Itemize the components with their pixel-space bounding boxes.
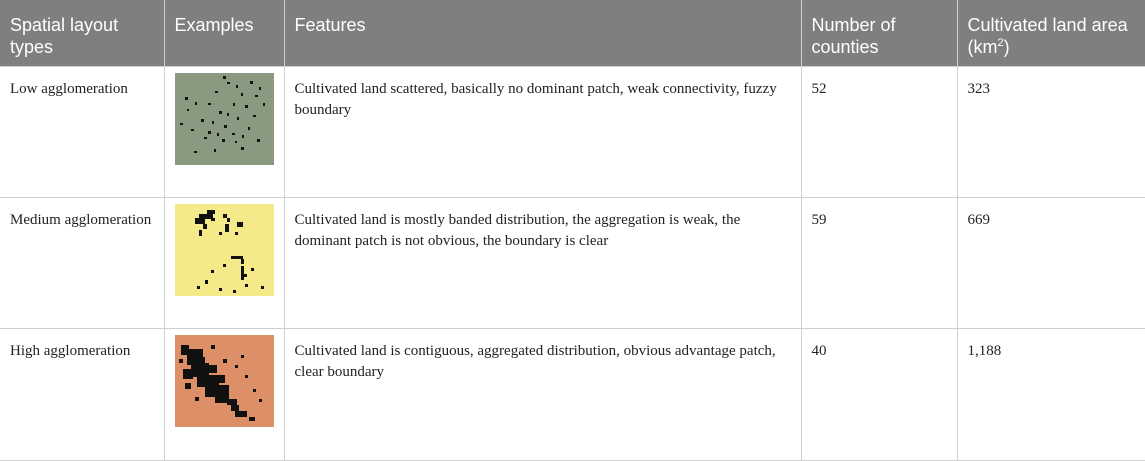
table-row xyxy=(0,198,1145,329)
header-number-of-counties: Number of counties xyxy=(801,0,957,67)
example-cell xyxy=(164,67,284,198)
header-examples: Examples xyxy=(164,0,284,67)
header-features: Features xyxy=(284,0,801,67)
features-cell: Cultivated land is mostly banded distribution, the aggregation is weak, the dominant patch is not obvious, the boundary is clear xyxy=(284,198,801,329)
example-cell xyxy=(164,329,284,461)
features-cell: Cultivated land is contiguous, aggregated distribution, obvious advantage patch, clear boundary xyxy=(284,329,801,461)
area-cell: 1,188 xyxy=(957,329,1145,461)
area-cell: 323 xyxy=(957,67,1145,198)
table-row xyxy=(0,67,1145,198)
type-cell: High agglomeration xyxy=(0,329,164,461)
area-cell: 669 xyxy=(957,198,1145,329)
header-cultivated-land-area: Cultivated land area $(km^2)$ xyxy=(957,0,1145,67)
table-row xyxy=(0,329,1145,461)
counties-cell: 59 xyxy=(801,198,957,329)
low-agglomeration-example-icon xyxy=(175,73,274,165)
medium-agglomeration-example-icon xyxy=(175,204,274,296)
high-agglomeration-example-icon xyxy=(175,335,274,427)
counties-cell: 52 xyxy=(801,67,957,198)
header-spatial-layout-types: Spatial layout types xyxy=(0,0,164,67)
example-cell xyxy=(164,198,284,329)
counties-cell: 40 xyxy=(801,329,957,461)
features-cell: Cultivated land scattered, basically no dominant patch, weak connectivity, fuzzy boundary xyxy=(284,67,801,198)
type-cell: Low agglomeration xyxy=(0,67,164,198)
type-cell: Medium agglomeration xyxy=(0,198,164,329)
header-row xyxy=(0,0,1145,67)
